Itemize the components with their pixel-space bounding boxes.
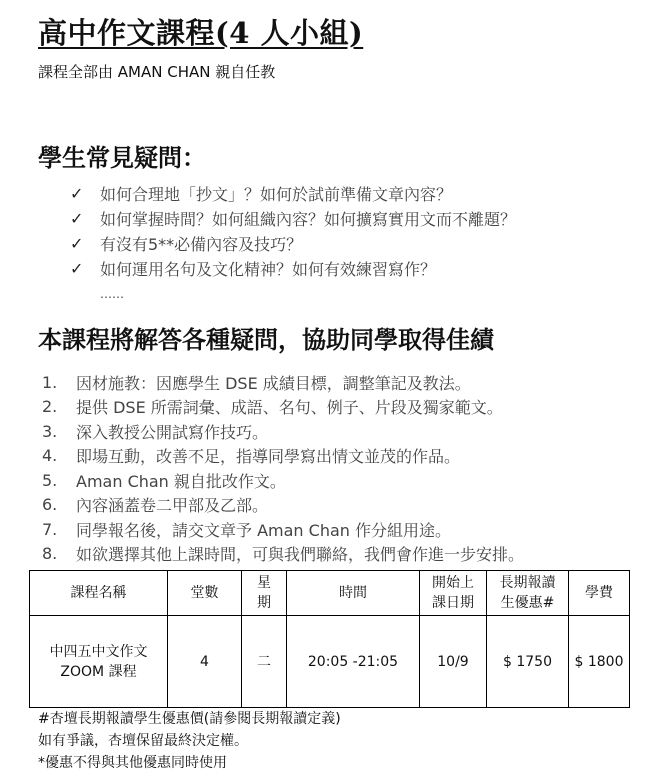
check-icon: ✓ bbox=[70, 184, 84, 203]
cell-lessons: 4 bbox=[168, 616, 242, 708]
header-weekday: 星 期 bbox=[242, 571, 287, 616]
check-icon: ✓ bbox=[70, 234, 84, 253]
cell-start-date: 10/9 bbox=[420, 616, 487, 708]
note-line: 如有爭議，杏壇保留最終決定權。 bbox=[38, 733, 248, 749]
feature-text: 內容涵蓋卷二甲部及乙部。 bbox=[76, 496, 269, 516]
faq-item-text: 如何掌握時間？如何組織內容？如何擴寫實用文而不離題？ bbox=[100, 210, 517, 229]
header-discount-fee: 長期報讀 生優惠# bbox=[487, 571, 569, 616]
feature-list bbox=[42, 370, 524, 566]
note-line: #杏壇長期報讀學生優惠價(請參閱長期報讀定義) bbox=[38, 711, 341, 727]
faq-list bbox=[70, 181, 516, 306]
feature-text: 因材施教：因應學生 DSE 成績目標，調整筆記及教法。 bbox=[76, 373, 471, 393]
feature-item bbox=[42, 444, 524, 469]
page-title: 高中作文課程(4 人小組) bbox=[38, 16, 364, 50]
feature-text: 提供 DSE 所需詞彙、成語、名句、例子、片段及獨家範文。 bbox=[76, 398, 503, 418]
check-icon: ✓ bbox=[70, 259, 84, 278]
faq-item bbox=[70, 231, 516, 256]
faq-ellipsis bbox=[70, 281, 516, 306]
feature-number: 1. bbox=[42, 372, 58, 392]
feature-number: 8. bbox=[42, 544, 58, 564]
feature-item bbox=[42, 370, 524, 395]
faq-item bbox=[70, 256, 516, 281]
cell-course-name: 中四五中文作文 ZOOM 課程 bbox=[30, 616, 168, 708]
cell-weekday: 二 bbox=[242, 616, 287, 708]
goal-heading: 本課程將解答各種疑問，協助同學取得佳績 bbox=[38, 325, 494, 354]
feature-number: 3. bbox=[42, 421, 58, 441]
faq-ellipsis-text: …… bbox=[100, 286, 124, 301]
faq-item-text: 如何運用名句及文化精神？如何有效練習寫作？ bbox=[100, 260, 437, 279]
feature-item bbox=[42, 419, 524, 444]
feature-number: 2. bbox=[42, 397, 58, 417]
feature-item bbox=[42, 493, 524, 518]
check-icon: ✓ bbox=[70, 209, 84, 228]
feature-number: 4. bbox=[42, 446, 58, 466]
table-row bbox=[30, 616, 630, 708]
header-fee: 學費 bbox=[569, 571, 630, 616]
feature-item bbox=[42, 542, 524, 567]
feature-number: 7. bbox=[42, 519, 58, 539]
faq-heading: 學生常見疑問： bbox=[38, 143, 206, 172]
header-course-name: 課程名稱 bbox=[30, 571, 168, 616]
faq-item-text: 如何合理地「抄文」？如何於試前準備文章內容？ bbox=[100, 185, 453, 204]
notes bbox=[38, 708, 341, 774]
cell-time: 20:05 -21:05 bbox=[287, 616, 420, 708]
note-line: *優惠不得與其他優惠同時使用 bbox=[38, 755, 227, 771]
feature-item bbox=[42, 395, 524, 420]
feature-text: 即場互動，改善不足，指導同學寫出情文並茂的作品。 bbox=[76, 447, 461, 467]
feature-text: Aman Chan 親自批改作文。 bbox=[76, 471, 286, 491]
feature-number: 5. bbox=[42, 470, 58, 490]
header-time: 時間 bbox=[287, 571, 420, 616]
header-lessons: 堂數 bbox=[168, 571, 242, 616]
feature-item bbox=[42, 468, 524, 493]
feature-item bbox=[42, 517, 524, 542]
feature-text: 深入教授公開試寫作技巧。 bbox=[76, 422, 269, 442]
page-subtitle: 課程全部由 AMAN CHAN 親自任教 bbox=[38, 63, 276, 81]
faq-item-text: 有沒有5**必備內容及技巧？ bbox=[100, 235, 303, 254]
feature-number: 6. bbox=[42, 495, 58, 515]
faq-item bbox=[70, 206, 516, 231]
feature-text: 如欲選擇其他上課時間，可與我們聯絡，我們會作進一步安排。 bbox=[76, 545, 525, 565]
cell-fee: $ 1800 bbox=[569, 616, 630, 708]
header-start-date: 開始上 課日期 bbox=[420, 571, 487, 616]
feature-text: 同學報名後，請交文章予 Aman Chan 作分組用途。 bbox=[76, 520, 451, 540]
table-header-row bbox=[30, 571, 630, 616]
faq-item bbox=[70, 181, 516, 206]
cell-discount-fee: $ 1750 bbox=[487, 616, 569, 708]
course-table bbox=[29, 570, 630, 708]
